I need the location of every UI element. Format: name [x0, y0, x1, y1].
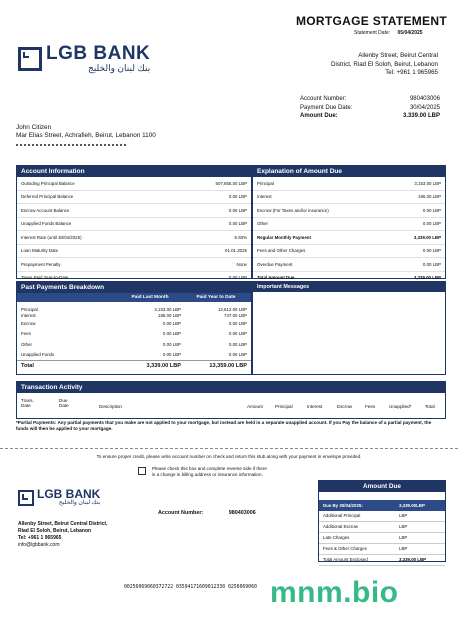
stub-amount-row [319, 522, 445, 533]
summary-box [300, 95, 440, 121]
stub-amount-value: 3,339.00 LBP [399, 557, 427, 562]
cut-line [0, 448, 458, 449]
account-info-value: 0.00 LBP [228, 207, 247, 213]
total-ytd: 13,359.00 LBP [209, 363, 247, 370]
stub-account-number-label: Account Number: [158, 510, 204, 516]
important-messages-title: Important Messages [253, 282, 445, 292]
account-number-value: 980403006 [409, 96, 440, 102]
account-info-row [17, 245, 251, 259]
past-payment-row [21, 312, 247, 318]
explanation-row [253, 218, 445, 232]
past-payments-title: Past Payments Breakdown [17, 282, 251, 293]
bank-arabic-name: بنك لبنان والخليج [88, 63, 151, 73]
payment-due-value: 30/04/2025 [409, 104, 440, 111]
explanation-value: 3,153.00 LBP [414, 180, 441, 186]
explanation-value: 0.00 LBP [422, 248, 441, 254]
stub-amount-value: LBP [399, 524, 408, 529]
transaction-activity-title: Transaction Activity [17, 382, 445, 393]
statement-date [354, 30, 423, 36]
past-payment-ytd: 0.00 LBP [228, 352, 247, 358]
past-payment-label: Interest [21, 312, 36, 318]
statement-date-value: 05/04/2025 [397, 30, 423, 36]
account-info-label: Unapplied Funds Balance [21, 221, 72, 227]
col-principal: Principal [275, 404, 293, 409]
explanation-row [253, 258, 445, 272]
stub-logo-icon [18, 490, 34, 506]
account-info-row [17, 177, 251, 191]
account-info-row [17, 204, 251, 218]
account-info-value: 0.00 LBP [228, 275, 247, 281]
stub-due-by-label: Due By 30/04/2025: [323, 502, 363, 508]
past-payment-row [21, 306, 247, 312]
explanation-rows [253, 177, 445, 285]
account-info-label: Outsiding Principal Balance [21, 180, 75, 186]
account-info-label: Deferred Principal Balance [21, 194, 74, 200]
account-info-value: 0.00 LBP [228, 221, 247, 227]
statement-date-label: Statement Date: [354, 30, 391, 36]
transaction-activity-header [17, 393, 445, 415]
stub-amount-value: LBP [399, 513, 408, 518]
account-info-value: 507,855.00 LBP [215, 180, 247, 186]
past-payment-ytd: 0.00 LBP [228, 331, 247, 337]
bank-name: LGB BANK [46, 43, 151, 64]
stub-amount-row [319, 544, 445, 555]
customer-name: John Citizen [16, 124, 52, 131]
past-payments-total [17, 360, 251, 372]
col-unapplied: Unapplied* [389, 404, 412, 409]
explanation-panel [252, 165, 446, 279]
explanation-value: 0.00 LBP [422, 207, 441, 213]
stub-amount-due-title: Amount Due [319, 481, 445, 492]
stub-address [18, 521, 107, 549]
col-trans-date: Trans. Date [21, 398, 34, 408]
explanation-label: Principal [257, 180, 274, 186]
explanation-label: Total Amount Due [257, 275, 295, 281]
stub-amount-label: Additional Principal [323, 513, 361, 518]
total-label: Total [21, 363, 34, 370]
explanation-value: 186.00 LBP [418, 194, 441, 200]
account-info-value: 0.00 LBP [228, 194, 247, 200]
col-fees: Fees [365, 404, 376, 409]
account-info-row [17, 258, 251, 272]
explanation-value: 0.00 LBP [422, 261, 441, 267]
customer-redacted-line [16, 144, 126, 146]
explanation-value: 3,339.00 LBP [413, 275, 441, 281]
past-payment-label: Fees [21, 331, 31, 337]
past-payment-last: 0.00 LBP [162, 352, 181, 358]
explanation-row [253, 191, 445, 205]
col-escrow: Escrow [337, 404, 353, 409]
bank-address [331, 52, 438, 78]
past-payments-col-ytd: Paid Year to Date [196, 295, 236, 300]
explanation-label: Other [257, 221, 268, 227]
stub-amount-row [319, 555, 445, 566]
customer-address: Mar Elias Street, Achrafieh, Beirut, Lebanon 1100 [16, 132, 156, 139]
stub-bank-logo [18, 488, 100, 507]
explanation-value: 0.00 LBP [422, 221, 441, 227]
explanation-label: Escrow (For Taxes and/or insurance) [257, 207, 329, 213]
col-description: Description [99, 404, 122, 409]
stub-amount-label: Additional Escrow [323, 524, 358, 529]
account-info-label: Loan Maturity Date [21, 248, 59, 254]
explanation-label: Interest [257, 194, 272, 200]
past-payment-label: Other [21, 341, 32, 347]
col-interest: Interest [307, 404, 323, 409]
past-payment-ytd: 747.00 LBP [224, 312, 247, 318]
account-info-row [17, 231, 251, 245]
explanation-row [253, 231, 445, 245]
account-info-row [17, 218, 251, 232]
past-payment-row [21, 318, 247, 329]
stub-amount-row [319, 533, 445, 544]
past-payment-label: Unapplied Funds [21, 352, 55, 358]
account-info-value: 01.01.2025 [225, 248, 247, 254]
explanation-label: Regular Monthly Payment [257, 234, 311, 240]
address-change-checkbox-area [138, 466, 267, 478]
past-payment-ytd: 0.00 LBP [228, 320, 247, 326]
account-info-label: Escrow Account Balance [21, 207, 70, 213]
check-note-line2: is a change in billing address or insurance information. [152, 472, 263, 477]
col-due-date: Due Date [59, 398, 69, 408]
past-payment-row [21, 329, 247, 340]
stub-address-line1: Allenby Street, Beirut Central District, [18, 521, 108, 527]
past-payment-row [21, 339, 247, 350]
stub-address-line2: Riad El Soloh, Beirut, Lebanon [18, 528, 92, 534]
account-info-label: Interest Rate (until 30/04/2025) [21, 234, 82, 240]
past-payment-last: 0.00 LBP [162, 341, 181, 347]
stub-amount-value: LBP [399, 546, 408, 551]
important-messages-panel [252, 281, 446, 375]
explanation-label: Fees and Other Charges [257, 248, 306, 254]
col-amount: Amount [247, 404, 263, 409]
stub-bank-name: LGB BANK [37, 487, 101, 501]
account-info-row [17, 191, 251, 205]
payment-due-label: Payment Due Date: [300, 104, 353, 111]
stub-account-number-value: 980403006 [228, 510, 256, 516]
bank-logo [18, 45, 150, 73]
stub-email: info@lgbbank.com [18, 542, 60, 548]
statement-title: MORTGAGE STATEMENT [296, 14, 447, 28]
micr-line: 00256069060372722 03594171609012330 0256069060 [124, 585, 257, 590]
bank-phone: Tel: +961 1 965965 [385, 69, 438, 76]
past-payment-label: Principal [21, 306, 38, 312]
stub-bank-arabic: بنك لبنان والخليج [58, 500, 101, 506]
transaction-activity-panel [16, 381, 446, 419]
stub-due-by-value: 3,339.00LBP [399, 502, 425, 508]
past-payments-panel [16, 281, 252, 375]
account-info-value: 5.93% [234, 234, 247, 240]
watermark: mnm.bio [270, 576, 399, 609]
account-info-label: Taxes Paid Year-to-Date [21, 275, 69, 281]
stub-amount-row [319, 511, 445, 522]
account-info-title: Account Information [17, 166, 251, 177]
col-total: Total [425, 404, 435, 409]
customer-block [16, 124, 156, 146]
past-payments-col-last: Paid Last Month [131, 295, 169, 300]
amount-due-value: 3.339.00 LBP [402, 113, 440, 119]
past-payment-ytd: 12,612.00 LBP [217, 306, 247, 312]
stub-amount-value: LBP [399, 535, 408, 540]
past-payment-last: 0.00 LBP [162, 320, 181, 326]
account-info-panel [16, 165, 252, 279]
explanation-row [253, 245, 445, 259]
account-info-label: Prepayment Penalty [21, 261, 61, 267]
explanation-label: Overdue Payment [257, 261, 293, 267]
stub-amount-label: Late Charges [323, 535, 350, 540]
credit-note: To ensure proper credit, please write account number on check and return this stub along with your payment in envelope provided. [96, 454, 362, 459]
past-payment-ytd: 0.00 LBP [228, 341, 247, 347]
past-payment-last: 0.00 LBP [162, 331, 181, 337]
stub-amount-label: Fees & Other Charges [323, 546, 367, 551]
past-payment-label: Escrow [21, 320, 36, 326]
check-note-line1: Please check this box and complete reverse side if there [152, 466, 267, 471]
partial-payments-note: *Partial Payments: Any partial payments that you make are not applied to your mortgage, but instead are held in a separate unapplied account. If you Pay the balance of a partial payment, the funds will then be applied to your mortgage. [16, 420, 432, 431]
stub-due-by-row [319, 500, 445, 511]
explanation-row [253, 204, 445, 218]
stub-phone: Tel: +961 1 965965 [18, 535, 62, 541]
explanation-value: 3,339.00 LBP [413, 234, 441, 240]
amount-due-label: Amount Due: [300, 113, 338, 119]
bank-logo-icon [18, 47, 42, 71]
account-info-value: None [236, 261, 247, 267]
past-payment-last: 3,153.00 LBP [154, 306, 181, 312]
account-number-label: Account Number: [300, 96, 347, 102]
bank-address-line1: Allenby Street, Beirut Central [358, 52, 438, 59]
total-last: 3,339.00 LBP [146, 363, 181, 370]
stub-amount-label: Total Amount Enclosed [323, 557, 368, 562]
stub-amount-due-panel [318, 480, 446, 562]
explanation-title: Explanation of Amount Due [253, 166, 445, 177]
explanation-row [253, 177, 445, 191]
account-info-rows [17, 177, 251, 285]
past-payment-row [21, 350, 247, 361]
past-payments-rows [17, 306, 251, 360]
stub-account-number [158, 510, 256, 516]
address-change-checkbox[interactable] [138, 467, 146, 475]
bank-address-line2: District, Riad El Soloh, Beirut, Lebanon [331, 60, 438, 68]
stub-amount-rows [319, 511, 445, 566]
past-payment-last: 186.00 LBP [158, 312, 181, 318]
